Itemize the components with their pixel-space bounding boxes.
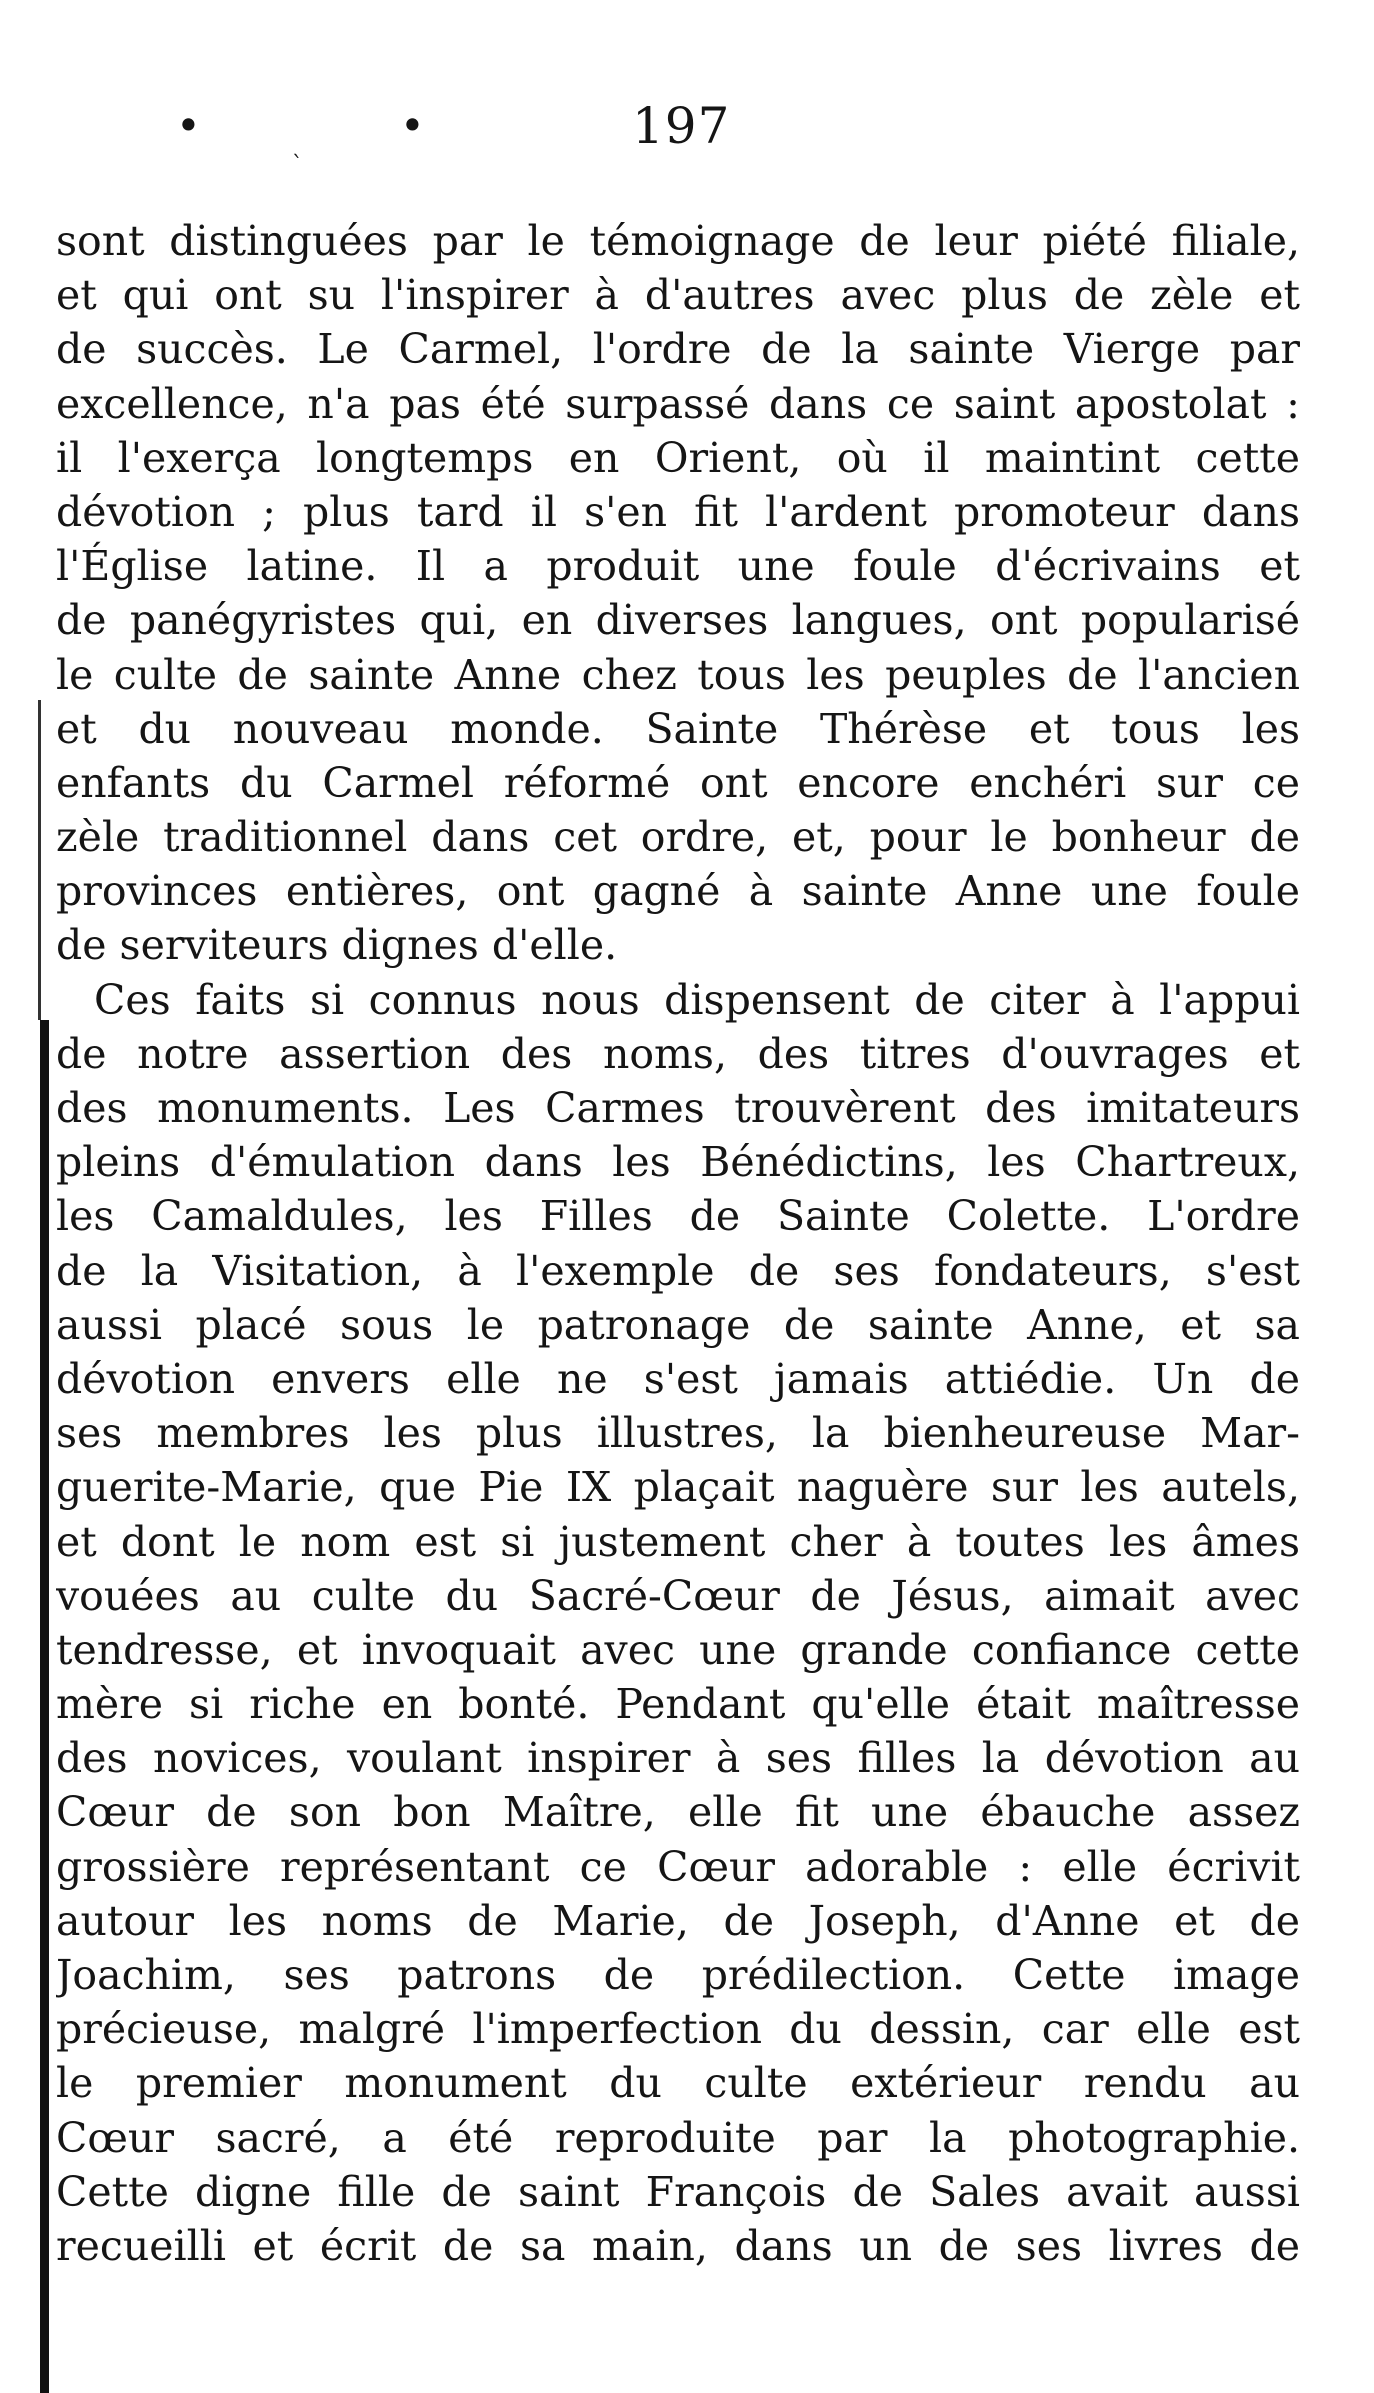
- text-line: de la Visitation, à l'exemple de ses fondateurs, s'est: [56, 1246, 1300, 1295]
- text-line: Cœur sacré, a été reproduite par la photographie.: [56, 2113, 1300, 2162]
- body-text: [56, 214, 1300, 2273]
- page-edge-shadow: [38, 700, 41, 1020]
- text-line: de panégyristes qui, en diverses langues, ont popularisé: [56, 596, 1300, 645]
- text-line: tendresse, et invoquait avec une grande confiance cette: [56, 1625, 1300, 1674]
- text-line: Cœur de son bon Maître, elle fit une ébauche assez: [56, 1788, 1300, 1837]
- text-line: le premier monument du culte extérieur rendu au: [56, 2059, 1300, 2108]
- text-line: recueilli et écrit de sa main, dans un de ses livres de: [56, 2221, 1300, 2270]
- text-line: mère si riche en bonté. Pendant qu'elle était maîtresse: [56, 1680, 1300, 1729]
- text-line: il l'exerça longtemps en Orient, où il maintint cette: [56, 433, 1300, 482]
- text-line: des novices, voulant inspirer à ses filles la dévotion au: [56, 1734, 1300, 1783]
- page-number: 197: [632, 97, 731, 155]
- text-line: précieuse, malgré l'imperfection du dessin, car elle est: [56, 2005, 1300, 2054]
- text-line: et qui ont su l'inspirer à d'autres avec plus de zèle et: [56, 271, 1300, 320]
- text-line: zèle traditionnel dans cet ordre, et, pour le bonheur de: [56, 813, 1300, 862]
- text-line: pleins d'émulation dans les Bénédictins, les Chartreux,: [56, 1138, 1300, 1187]
- text-line: le culte de sainte Anne chez tous les peuples de l'ancien: [56, 650, 1300, 699]
- paragraph: [56, 973, 1300, 2274]
- text-line: les Camaldules, les Filles de Sainte Colette. L'ordre: [56, 1192, 1300, 1241]
- header-mark: •: [176, 101, 201, 150]
- text-line: provinces entières, ont gagné à sainte Anne une foule: [56, 867, 1300, 916]
- text-line: de serviteurs dignes d'elle.: [56, 921, 618, 970]
- text-line: ses membres les plus illustres, la bienheureuse Mar-: [56, 1409, 1300, 1458]
- text-line: Cette digne fille de saint François de Sales avait aussi: [56, 2167, 1300, 2216]
- text-line: dévotion envers elle ne s'est jamais attiédie. Un de: [56, 1354, 1300, 1403]
- text-line: l'Église latine. Il a produit une foule d'écrivains et: [56, 542, 1300, 591]
- text-line: et du nouveau monde. Sainte Thérèse et tous les: [56, 704, 1300, 753]
- header-mark: `: [292, 153, 303, 178]
- text-line: excellence, n'a pas été surpassé dans ce saint apostolat :: [56, 379, 1300, 428]
- text-line: Ces faits si connus nous dispensent de citer à l'appui: [94, 975, 1300, 1024]
- text-line: de notre assertion des noms, des titres d'ouvrages et: [56, 1029, 1300, 1078]
- text-line: sont distinguées par le témoignage de leur piété filiale,: [56, 217, 1300, 265]
- paragraph: [56, 214, 1300, 973]
- text-line: dévotion ; plus tard il s'en fit l'ardent promoteur dans: [56, 487, 1300, 536]
- text-line: enfants du Carmel réformé ont encore enchéri sur ce: [56, 758, 1300, 807]
- text-line: autour les noms de Marie, de Joseph, d'Anne et de: [56, 1896, 1300, 1945]
- text-line: et dont le nom est si justement cher à toutes les âmes: [56, 1517, 1300, 1566]
- text-line: guerite-Marie, que Pie IX plaçait naguère sur les autels,: [56, 1463, 1300, 1512]
- text-line: des monuments. Les Carmes trouvèrent des imitateurs: [56, 1084, 1300, 1132]
- text-line: grossière représentant ce Cœur adorable : elle écrivit: [56, 1842, 1300, 1891]
- page-edge-binding: [40, 1020, 49, 2393]
- header-mark: •: [400, 101, 425, 150]
- text-line: de succès. Le Carmel, l'ordre de la sainte Vierge par: [56, 325, 1300, 374]
- page-header: [0, 96, 1374, 178]
- text-line: aussi placé sous le patronage de sainte Anne, et sa: [56, 1300, 1300, 1349]
- text-line: Joachim, ses patrons de prédilection. Cette image: [56, 1951, 1300, 1999]
- text-line: vouées au culte du Sacré-Cœur de Jésus, aimait avec: [56, 1571, 1300, 1620]
